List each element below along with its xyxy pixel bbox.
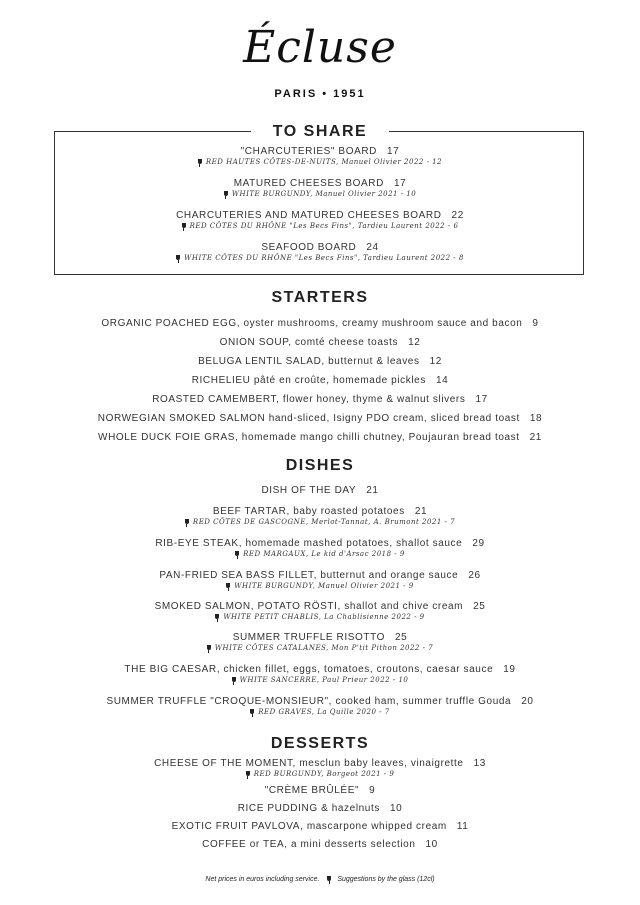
glass-note: Suggestions by the glass (12cl): [337, 876, 435, 883]
menu-item: DISH OF THE DAY 21: [261, 485, 379, 496]
wine-glass-icon: [246, 771, 250, 776]
wine-glass-icon: [176, 255, 180, 260]
prices-note: Net prices in euros including service.: [205, 876, 320, 883]
menu-item: "CHARCUTERIES" BOARD 17: [240, 146, 400, 157]
menu-item: CHARCUTERIES AND MATURED CHEESES BOARD 22: [176, 210, 464, 221]
brand-tagline: PARIS • 1951: [274, 88, 366, 100]
menu-item: RICE PUDDING & hazelnuts 10: [237, 803, 403, 814]
wine-suggestion: RED MARGAUX, Le kid d'Arsac 2018 - 9: [0, 550, 640, 559]
brand-name: Écluse: [243, 22, 397, 73]
wine-suggestion: RED CÔTES DU RHÔNE "Les Becs Fins", Tardieu Laurent 2022 - 6: [0, 222, 640, 231]
wine-suggestion: WHITE BURGUNDY, Manuel Olivier 2021 - 10: [0, 190, 640, 199]
menu-item: RIB-EYE STEAK, homemade mashed potatoes, shallot sauce 29: [155, 538, 485, 549]
wine-glass-icon: [250, 709, 254, 714]
wine-suggestion: WHITE PETIT CHABLIS, La Chablisienne 2022 - 9: [0, 613, 640, 622]
wine-suggestion: WHITE CÔTES CATALANES, Mon P'tit Pithon 2022 - 7: [0, 644, 640, 653]
wine-glass-icon: [232, 677, 236, 682]
menu-item: EXOTIC FRUIT PAVLOVA, mascarpone whipped cream 11: [171, 821, 469, 832]
section-title-dishes: DISHES: [285, 457, 355, 474]
menu-item: PAN-FRIED SEA BASS FILLET, butternut and orange sauce 26: [159, 570, 481, 581]
menu-item: ROASTED CAMEMBERT, flower honey, thyme & walnut slivers 17: [152, 394, 488, 405]
menu-item: WHOLE DUCK FOIE GRAS, homemade mango chilli chutney, Poujauran bread toast 21: [98, 432, 542, 443]
menu-item: ONION SOUP, comté cheese toasts 12: [219, 337, 421, 348]
menu-item: SEAFOOD BOARD 24: [261, 242, 379, 253]
wine-suggestion: RED CÔTES DE GASCOGNE, Merlot-Tannat, A. Brumont 2021 - 7: [0, 518, 640, 527]
section-title-to-share: TO SHARE: [0, 123, 640, 141]
menu-item: BELUGA LENTIL SALAD, butternut & leaves 12: [198, 356, 442, 367]
wine-glass-icon: [182, 223, 186, 228]
wine-suggestion: WHITE SANCERRE, Paul Prieur 2022 - 10: [0, 676, 640, 685]
menu-item: SUMMER TRUFFLE RISOTTO 25: [232, 632, 408, 643]
menu-item: RICHELIEU pâté en croûte, homemade pickles 14: [191, 375, 449, 386]
footer-note: [0, 876, 640, 883]
wine-suggestion: RED BURGUNDY, Borgeot 2021 - 9: [0, 770, 640, 779]
menu-item: THE BIG CAESAR, chicken fillet, eggs, tomatoes, croutons, caesar sauce 19: [124, 664, 516, 675]
menu-item: "CRÈME BRÛLÉE" 9: [264, 785, 376, 796]
wine-suggestion: WHITE CÔTES DU RHÔNE "Les Becs Fins", Tardieu Laurent 2022 - 8: [0, 254, 640, 263]
wine-glass-icon: [224, 191, 228, 196]
wine-glass-icon: [198, 159, 202, 164]
wine-suggestion: RED GRAVES, La Quille 2020 - 7: [0, 708, 640, 717]
wine-suggestion: WHITE BURGUNDY, Manuel Olivier 2021 - 9: [0, 582, 640, 591]
menu-item: SMOKED SALMON, POTATO RÖSTI, shallot and chive cream 25: [154, 601, 486, 612]
wine-glass-icon: [215, 614, 219, 619]
wine-glass-icon: [235, 551, 239, 556]
menu-item: MATURED CHEESES BOARD 17: [233, 178, 407, 189]
section-title-desserts: DESSERTS: [270, 735, 370, 752]
menu-item: SUMMER TRUFFLE "CROQUE-MONSIEUR", cooked ham, summer truffle Gouda 20: [106, 696, 534, 707]
wine-glass-icon: [226, 583, 230, 588]
wine-glass-icon: [327, 876, 331, 881]
menu-item: NORWEGIAN SMOKED SALMON hand-sliced, Isigny PDO cream, sliced bread toast 18: [97, 413, 543, 424]
menu-item: ORGANIC POACHED EGG, oyster mushrooms, creamy mushroom sauce and bacon 9: [101, 318, 539, 329]
menu-item: BEEF TARTAR, baby roasted potatoes 21: [212, 506, 428, 517]
wine-glass-icon: [185, 519, 189, 524]
wine-suggestion: RED HAUTES CÔTES-DE-NUITS, Manuel Olivier 2022 - 12: [0, 158, 640, 167]
menu-item: CHEESE OF THE MOMENT, mesclun baby leaves, vinaigrette 13: [154, 758, 486, 769]
menu-item: COFFEE or TEA, a mini desserts selection 10: [202, 839, 438, 850]
section-title-starters: STARTERS: [271, 289, 369, 306]
brand-logo: [0, 22, 640, 100]
wine-glass-icon: [207, 645, 211, 650]
